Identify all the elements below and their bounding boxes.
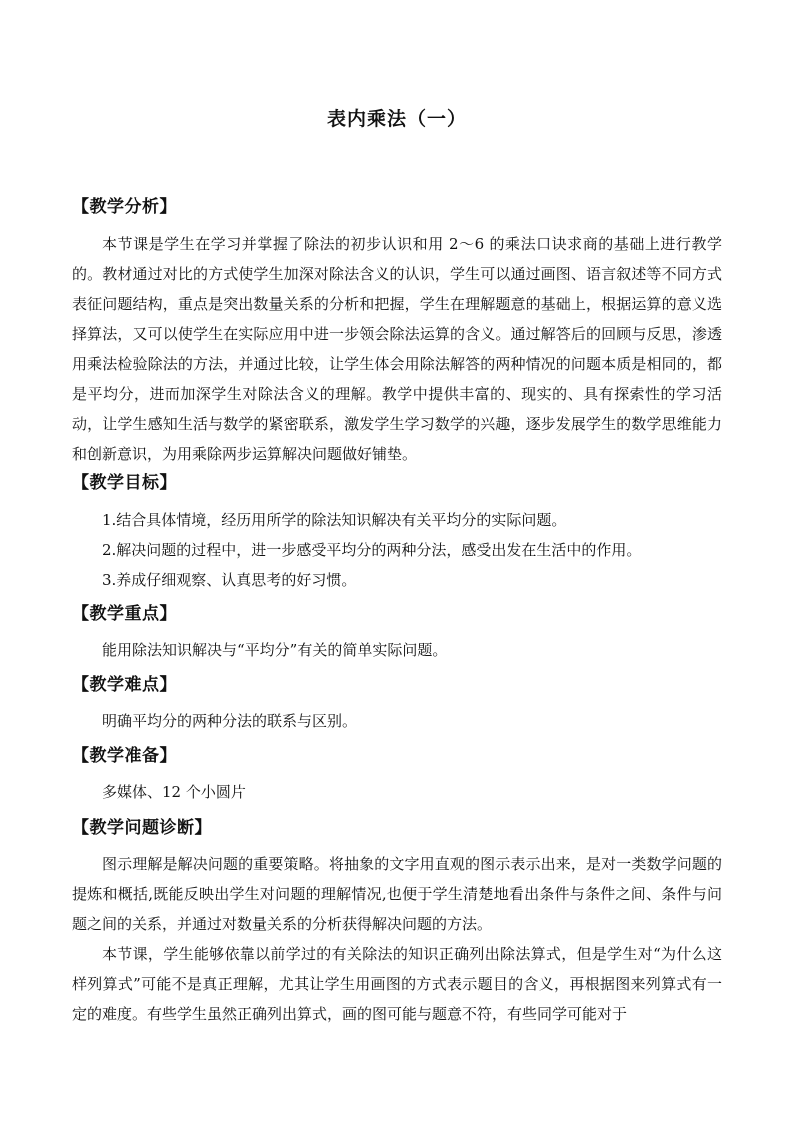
analysis-paragraph: 本节课是学生在学习并掌握了除法的初步认识和用 2～6 的乘法口诀求商的基础上进行教学的。教材通过对比的方式使学生加深对除法含义的认识，学生可以通过画图、语言叙述等不同方式表征问题结构，重点是突出数量关系的分析和把握，学生在理解题意的基础上，根据运算的意义选择算法，又可以使学生在实际应用中进一步领会除法运算的含义。通过解答后的回顾与反思，渗透用乘法检验除法的方法，并通过比较，让学生体会用除法解答的两种情况的问题本质是相同的，都是平均分，进而加深学生对除法含义的理解。教学中提供丰富的、现实的、具有探索性的学习活动，让学生感知生活与数学的紧密联系，激发学生学习数学的兴趣，逐步发展学生的数学思维能力和创新意识，为用乘除两步运算解决问题做好铺垫。 xyxy=(72,235,722,463)
goal-item-3: 3.养成仔细观察、认真思考的好习惯。 xyxy=(102,571,357,589)
heading-difficulties: 【教学难点】 xyxy=(72,675,177,695)
goal-item-2: 2.解决问题的过程中，进一步感受平均分的两种分法，感受出发在生活中的作用。 xyxy=(102,541,642,559)
diagnosis-paragraph-1: 图示理解是解决问题的重要策略。将抽象的文字用直观的图示表示出来，是对一类数学问题的提炼和概括,既能反映出学生对问题的理解情况,也便于学生清楚地看出条件与条件之间、条件与问题之间的关系，并通过对数量关系的分析获得解决问题的方法。 xyxy=(72,855,722,933)
difficulties-text: 明确平均分的两种分法的联系与区别。 xyxy=(102,712,358,730)
heading-analysis: 【教学分析】 xyxy=(72,197,177,217)
heading-diagnosis: 【教学问题诊断】 xyxy=(72,818,212,838)
key-points-text: 能用除法知识解决与“平均分”有关的简单实际问题。 xyxy=(102,641,448,659)
heading-key-points: 【教学重点】 xyxy=(72,604,177,624)
heading-preparation: 【教学准备】 xyxy=(72,746,177,766)
document-title: 表内乘法（一） xyxy=(326,108,467,130)
heading-goals: 【教学目标】 xyxy=(72,473,177,493)
goal-item-1: 1.结合具体情境，经历用所学的除法知识解决有关平均分的实际问题。 xyxy=(102,511,567,529)
preparation-text: 多媒体、12 个小圆片 xyxy=(102,783,246,801)
diagnosis-paragraph-2: 本节课，学生能够依靠以前学过的有关除法的知识正确列出除法算式，但是学生对“为什么这样列算式”可能不是真正理解，尤其让学生用画图的方式表示题目的含义，再根据图来列算式有一定的难度。有些学生虽然正确列出算式，画的图可能与题意不符，有些同学可能对于 xyxy=(72,945,722,1023)
